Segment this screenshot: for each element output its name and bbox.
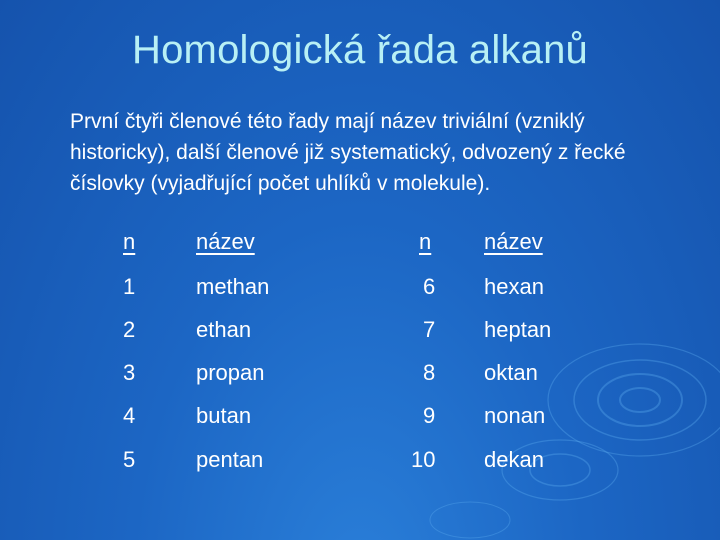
slide-title: Homologická řada alkanů — [132, 28, 588, 72]
header-n-left: n — [123, 229, 136, 254]
row-n: 1 — [123, 274, 136, 299]
row-name: hexan — [484, 274, 544, 299]
row-name: dekan — [484, 447, 544, 472]
row-n: 8 — [423, 360, 436, 385]
header-name-left: název — [196, 229, 255, 254]
row-n: 3 — [123, 360, 136, 385]
row-name: heptan — [484, 317, 552, 342]
row-name: pentan — [196, 447, 264, 472]
row-n: 9 — [423, 403, 436, 428]
row-name: ethan — [196, 317, 252, 342]
row-n: 10 — [411, 447, 436, 472]
row-n: 5 — [123, 447, 136, 472]
header-name-right: název — [484, 229, 543, 254]
row-name: methan — [196, 274, 270, 299]
row-name: butan — [196, 403, 252, 428]
row-name: nonan — [484, 403, 546, 428]
row-name: propan — [196, 360, 265, 385]
row-n: 4 — [123, 403, 136, 428]
row-n: 7 — [423, 317, 436, 342]
intro-paragraph: První čtyři členové této řady mají název triviální (vzniklý historicky), další členové již systematický, odvozený z řecké číslovky (vyjadřující počet uhlíků v molekule). — [70, 110, 626, 195]
row-n: 2 — [123, 317, 136, 342]
header-n-right: n — [419, 229, 432, 254]
row-name: oktan — [484, 360, 538, 385]
row-n: 6 — [423, 274, 436, 299]
